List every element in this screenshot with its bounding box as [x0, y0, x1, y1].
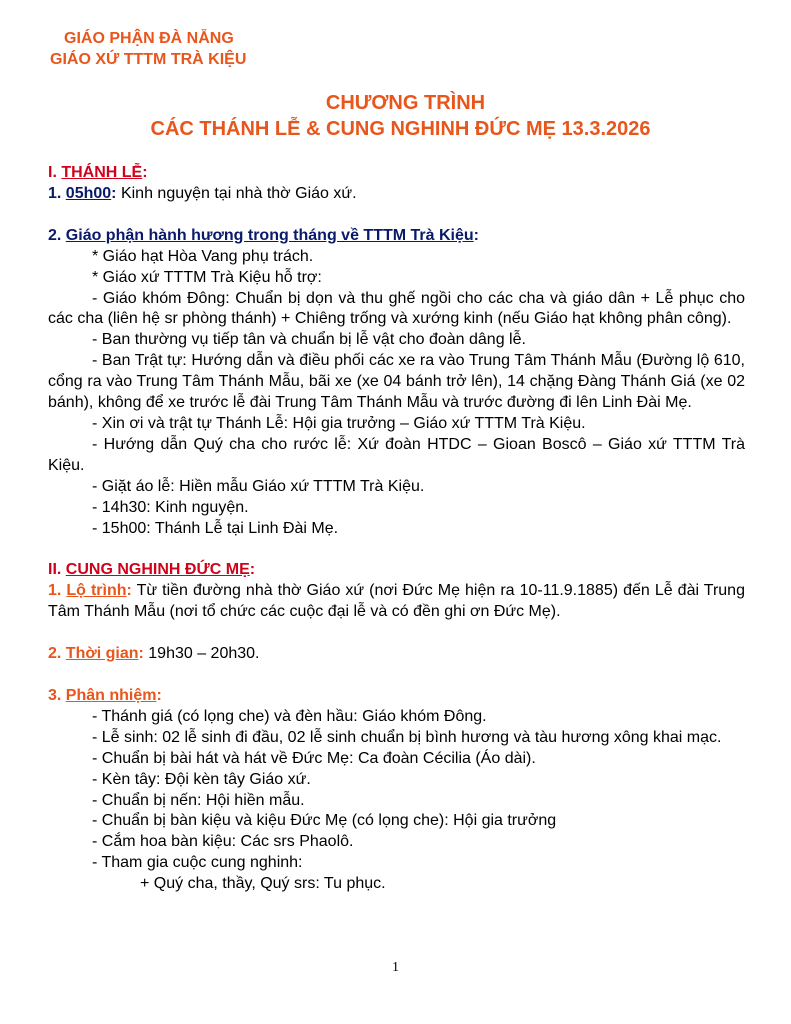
section-1-item-2-heading: 2. Giáo phận hành hương trong tháng về TTTM Trà Kiệu: — [48, 226, 479, 244]
list-item: - Chuẩn bị bài hát và hát về Đức Mẹ: Ca đoàn Cécilia (Áo dài). — [92, 749, 536, 767]
section-1-item-1: 1. 05h00: Kinh nguyện tại nhà thờ Giáo xứ. — [48, 184, 357, 202]
list-item: - Cắm hoa bàn kiệu: Các srs Phaolô. — [92, 833, 354, 851]
list-item: - Chuẩn bị bàn kiệu và kiệu Đức Mẹ (có lọng che): Hội gia trưởng — [92, 812, 557, 830]
document-header — [50, 28, 246, 70]
section-2-item-2: 2. Thời gian: 19h30 – 20h30. — [48, 645, 260, 663]
list-item: - Giặt áo lễ: Hiền mẫu Giáo xứ TTTM Trà Kiệu. — [92, 477, 425, 495]
list-sub-item: + Quý cha, thầy, Quý srs: Tu phục. — [140, 875, 386, 893]
list-item: - Ban Trật tự: Hướng dẫn và điều phối các xe ra vào Trung Tâm Thánh Mẫu (Đường lộ 610, cổng ra vào Trung Tâm Thánh Mẫu, bãi xe (xe 04 bánh trở lên), 14 chặng Đàng Thánh Giá (xe 02 bánh), không để xe trước lễ đài Trung Tâm Thánh Mẫu và trước đường đi lên Linh Đài Mẹ. — [48, 352, 745, 412]
list-item: - 15h00: Thánh Lễ tại Linh Đài Mẹ. — [92, 519, 339, 537]
title-line-2: CÁC THÁNH LỄ & CUNG NGHINH ĐỨC MẸ 13.3.2026 — [150, 118, 651, 140]
list-item: - Chuẩn bị nến: Hội hiền mẫu. — [92, 791, 305, 809]
list-item: - Lễ sinh: 02 lễ sinh đi đầu, 02 lễ sinh chuẩn bị bình hương và tàu hương xông khai mạc. — [92, 728, 722, 746]
document-body — [48, 163, 745, 895]
list-item: - Hướng dẫn Quý cha cho rước lễ: Xứ đoàn HTDC – Gioan Boscô – Giáo xứ TTTM Trà Kiệu. — [48, 435, 745, 474]
parish-name: GIÁO XỨ TTTM TRÀ KIỆU — [50, 51, 247, 68]
diocese-name: GIÁO PHẬN ĐÀ NẴNG — [64, 30, 234, 47]
list-item: - Xin ơi và trật tự Thánh Lễ: Hội gia trưởng – Giáo xứ TTTM Trà Kiệu. — [92, 414, 586, 432]
list-item: - Ban thường vụ tiếp tân và chuẩn bị lễ vật cho đoàn dâng lễ. — [92, 331, 526, 349]
section-2-item-3-heading: 3. Phân nhiệm: — [48, 687, 162, 705]
section-1-heading: I. THÁNH LỄ: — [48, 164, 148, 181]
section-2-item-1: 1. Lộ trình: Từ tiền đường nhà thờ Giáo xứ (nơi Đức Mẹ hiện ra 10-11.9.1885) đến Lễ đài Trung Tâm Thánh Mẫu (nơi tổ chức các cuộc đại lễ và có đền ghi ơn Đức Mẹ). — [48, 582, 745, 621]
list-item: - Thánh giá (có lọng che) và đèn hầu: Giáo khóm Đông. — [92, 707, 487, 725]
list-item: * Giáo xứ TTTM Trà Kiệu hỗ trợ: — [92, 268, 322, 286]
list-item: * Giáo hạt Hòa Vang phụ trách. — [92, 247, 314, 265]
section-2-heading: II. CUNG NGHINH ĐỨC MẸ: — [48, 561, 256, 579]
list-item: - Giáo khóm Đông: Chuẩn bị dọn và thu ghế ngồi cho các cha và giáo dân + Lễ phục cho các cha (liên hệ sr phòng thánh) + Chiêng trống và xướng kinh (nếu Giáo hạt không phân công). — [48, 289, 745, 328]
page-number: 1 — [392, 960, 399, 975]
list-item: - 14h30: Kinh nguyện. — [92, 498, 249, 516]
title-line-1: CHƯƠNG TRÌNH — [325, 92, 486, 114]
list-item: - Tham gia cuộc cung nghinh: — [92, 854, 303, 872]
list-item: - Kèn tây: Đội kèn tây Giáo xứ. — [92, 770, 311, 788]
